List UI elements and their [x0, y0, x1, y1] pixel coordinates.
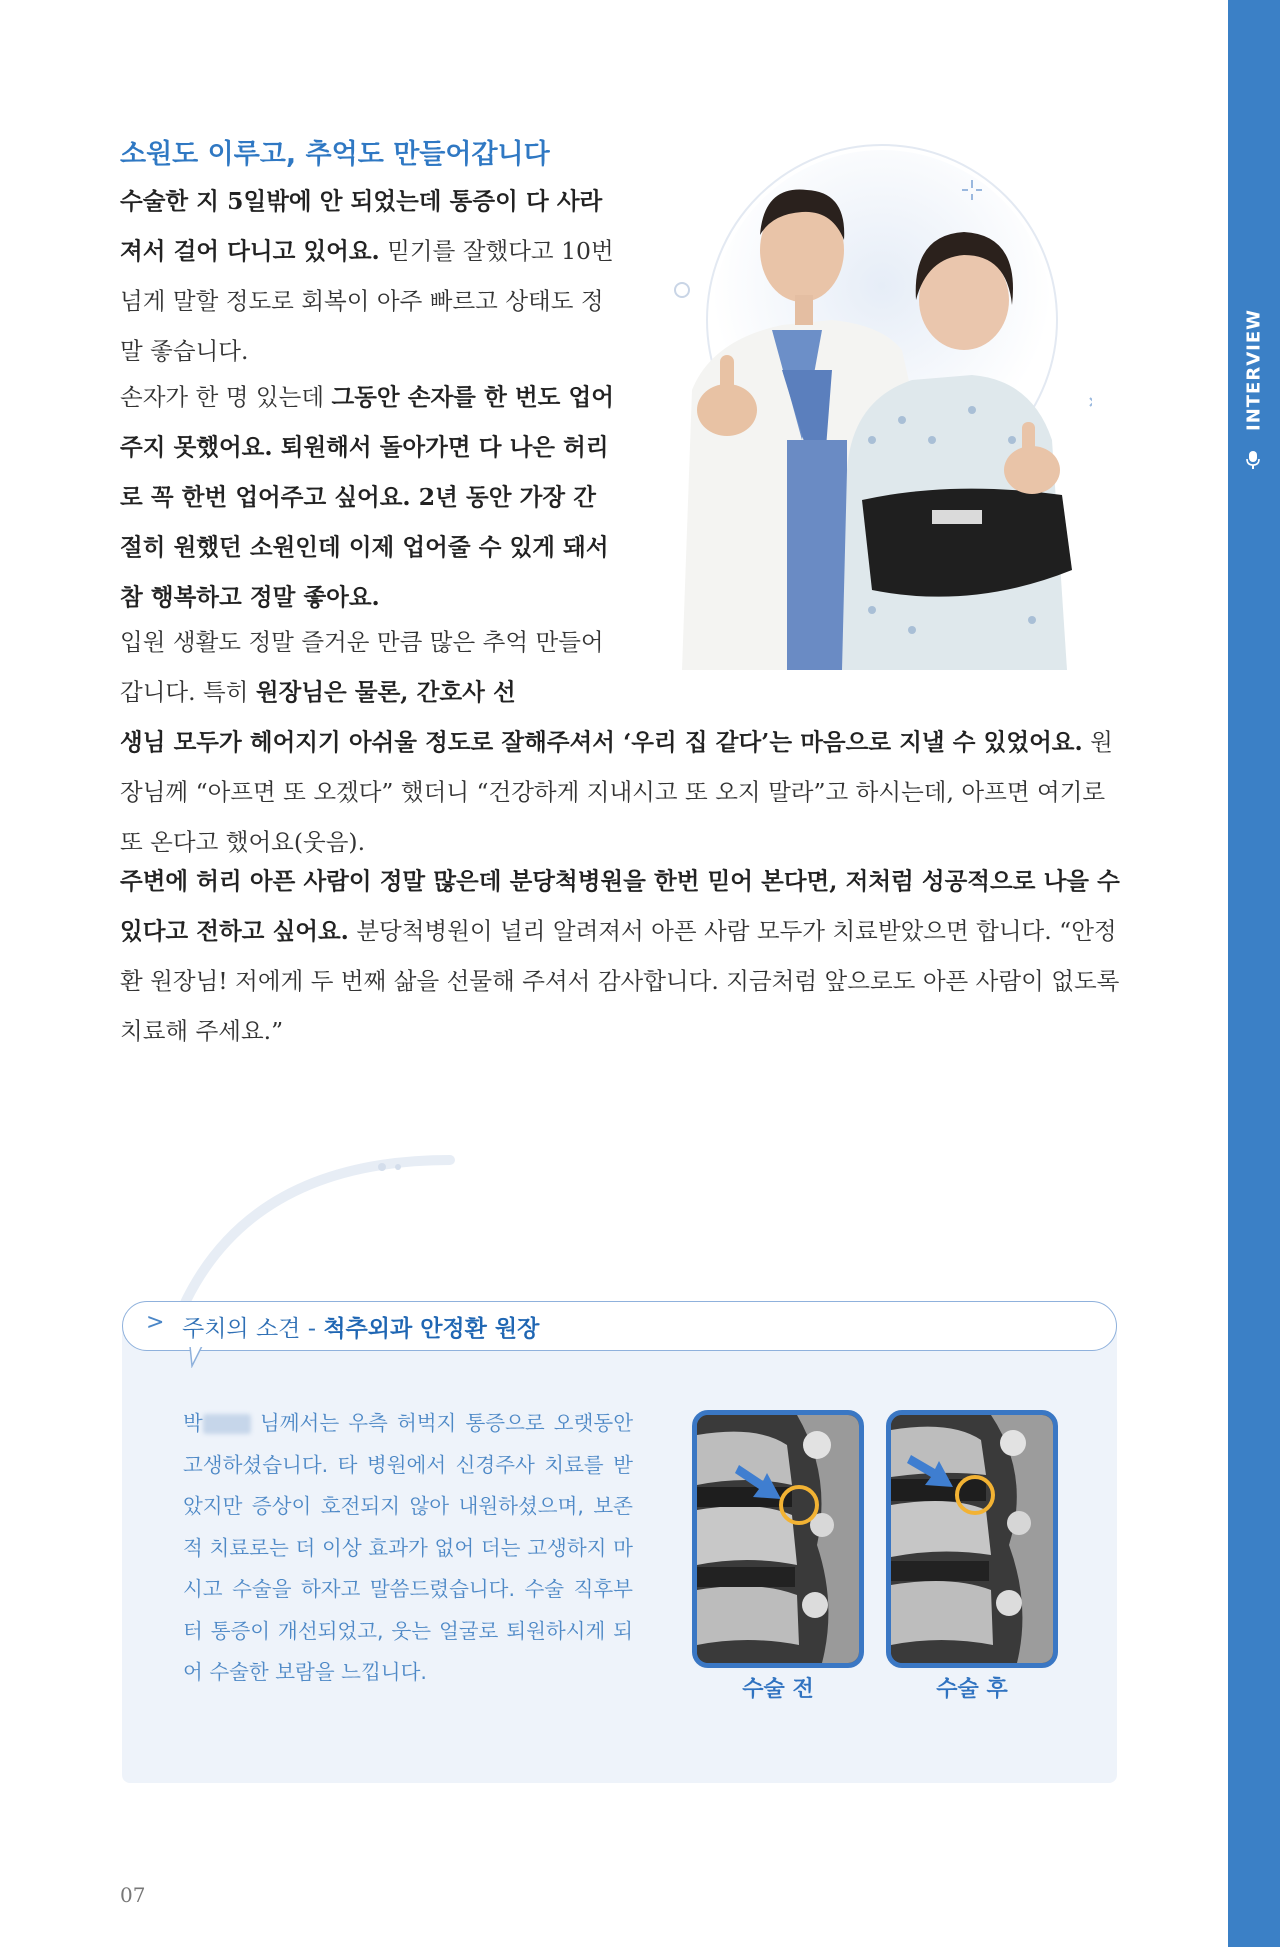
mri-before-image — [692, 1410, 864, 1668]
mri-after-image — [886, 1410, 1058, 1668]
microphone-icon — [1245, 450, 1261, 470]
paragraph-recommendation: 주변에 허리 아픈 사람이 정말 많은데 분당척병원을 한번 믿어 본다면, 저처럼 성공적으로 나을 수 있다고 전하고 싶어요. 분당척병원이 널리 알려져서 아픈 사람 모두가 치료받았으면 합니다. “안정환 원장님! 저에게 두 번째 삶을 선물해 주셔서 감사합니다. 지금처럼 앞으로도 아픈 사람이 없도록 치료해 주세요.” — [120, 867, 1120, 1045]
mri-before-label: 수술 전 — [742, 1677, 814, 1702]
section-label: INTERVIEW — [1243, 309, 1265, 431]
doctor-opinion-text: 박 님께서는 우측 허벅지 통증으로 오랫동안 고생하셨습니다. 타 병원에서 신경주사 치료를 받았지만 증상이 호전되지 않아 내원하셨으며, 보존적 치료로는 더 이상 효과가 없어 더는 고생하지 마시고 수술을 하자고 말씀드렸습니다. 수술 직후부터 통증이 개선되었고, 웃는 얼굴로 퇴원하시게 되어 수술한 보람을 느낍니다. — [183, 1411, 633, 1684]
paragraph-grandson: 손자가 한 명 있는데 그동안 손자를 한 번도 업어주지 못했어요. 퇴원해서 돌아가면 다 나은 허리로 꼭 한번 업어주고 싶어요. 2년 동안 가장 간절히 원했던 소원인데 이제 업어줄 수 있게 돼서 참 행복하고 정말 좋아요. — [120, 383, 614, 611]
mri-after-label: 수술 후 — [936, 1677, 1008, 1702]
paragraph-recovery: 수술한 지 5일밖에 안 되었는데 통증이 다 사라져서 걸어 다니고 있어요. 믿기를 잘했다고 10번 넘게 말할 정도로 회복이 아주 빠르고 상태도 정말 좋습니다. — [120, 187, 614, 365]
paragraph-memories-end: 생님 모두가 헤어지기 아쉬울 정도로 잘해주셔서 ‘우리 집 같다’는 마음으로 지낼 수 있었어요. 원장님께 “아프면 또 오겠다” 했더니 “건강하게 지내시고 또 오지 말라”고 하시는데, 아프면 여기로 또 온다고 했어요(웃음). — [120, 728, 1113, 856]
redacted-name — [203, 1414, 251, 1434]
side-tab — [1228, 0, 1280, 1947]
article-heading: 소원도 이루고, 추억도 만들어갑니다 — [120, 139, 550, 170]
chevron-right-icon: > — [146, 1310, 165, 1335]
speech-tail — [188, 1346, 206, 1368]
paragraph-memories-start: 입원 생활도 정말 즐거운 만큼 많은 추억 만들어갑니다. 특히 원장님은 물론, 간호사 선 — [120, 628, 604, 706]
doctor-opinion-title: 주치의 소견 - 척추외과 안정환 원장 — [182, 1316, 540, 1342]
page-number: 07 — [120, 1883, 146, 1907]
doctor-patient-photo — [672, 140, 1092, 670]
